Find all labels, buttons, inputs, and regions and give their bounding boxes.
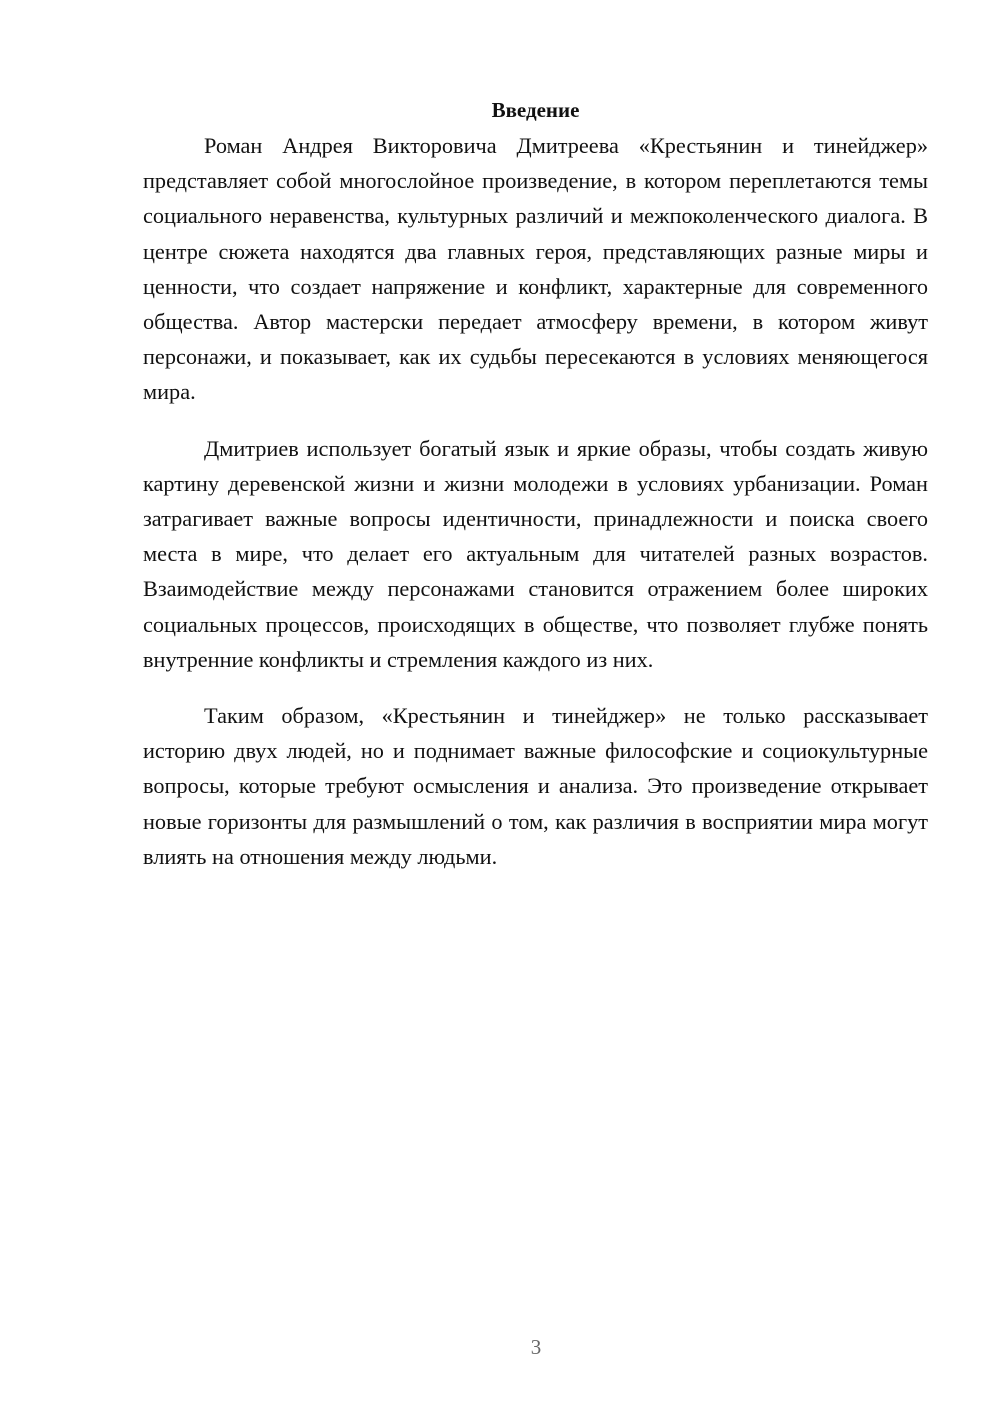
paragraph-1: Роман Андрея Викторовича Дмитреева «Крестьянин и тинейджер» представляет собой многослойное произведение, в котором переплетаются темы социального неравенства, культурных различий и межпоколенческого диалога. В центре сюжета находятся два главных героя, представляющих разные миры и ценности, что создает напряжение и конфликт, характерные для современного общества. Автор мастерски передает атмосферу времени, в котором живут персонажи, и показывает, как их судьбы пересекаются в условиях меняющегося мира. bbox=[143, 133, 928, 405]
paragraph-3: Таким образом, «Крестьянин и тинейджер» не только рассказывает историю двух людей, но и поднимает важные философские и социокультурные вопросы, которые требуют осмысления и анализа. Это произведение открывает новые горизонты для размышлений о том, как различия в восприятии мира могут влиять на отношения между людьми. bbox=[143, 703, 928, 869]
page-content bbox=[143, 93, 928, 895]
paragraph-2: Дмитриев использует богатый язык и яркие образы, чтобы создать живую картину деревенской жизни и жизни молодежи в условиях урбанизации. Роман затрагивает важные вопросы идентичности, принадлежности и поиска своего места в мире, что делает его актуальным для читателей разных возрастов. Взаимодействие между персонажами становится отражением более широких социальных процессов, происходящих в обществе, что позволяет глубже понять внутренние конфликты и стремления каждого из них. bbox=[143, 435, 928, 672]
section-heading: Введение bbox=[491, 98, 580, 122]
page-number: 3 bbox=[530, 1335, 542, 1359]
